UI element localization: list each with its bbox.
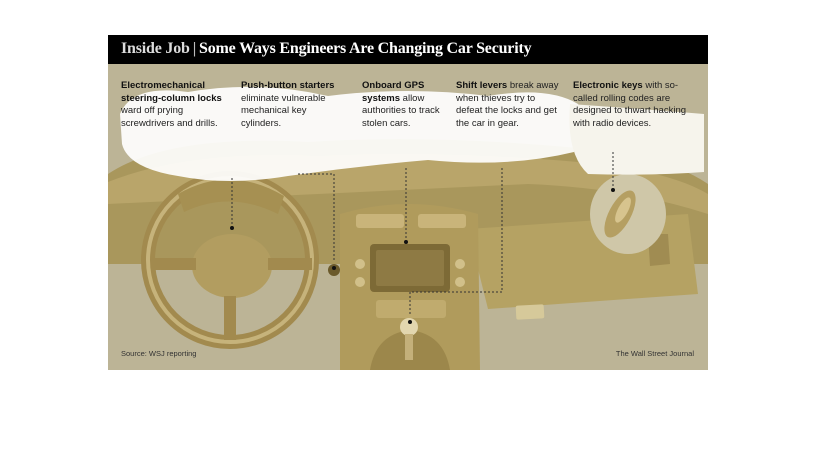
label-electronic-keys-text: with so-called rolling codes are designed to thwart hacking with radio devices. [573,80,687,129]
title-separator: | [192,40,197,57]
pointer-dot [404,240,408,244]
label-gps-bold: Onboard GPS systems [362,80,425,104]
title-text: Some Ways Engineers Are Changing Car Security [199,40,532,57]
infographic [108,35,708,370]
label-push-button [241,80,345,130]
label-push-button-bold: Push-button starters [241,80,335,91]
label-shift-levers [456,80,562,130]
label-steering-lock-text: ward off prying screwdrivers and drills. [121,105,218,129]
label-electronic-keys-bold: Electronic keys [573,80,643,91]
label-electronic-keys [573,80,701,130]
pointer-dot [408,320,412,324]
credit-line: The Wall Street Journal [615,349,694,358]
label-push-button-text: eliminate vulnerable mechanical key cylinders. [241,92,326,129]
label-gps-text: allow authorities to track stolen cars. [362,92,440,129]
title-kicker: Inside Job [121,40,190,57]
label-shift-levers-bold: Shift levers [456,80,508,91]
label-gps [362,80,446,130]
pointer-dot [611,188,615,192]
label-steering-lock-bold: Electromechanical steering-column locks [121,80,222,104]
label-steering-lock [121,80,233,130]
graphic-title [121,40,531,58]
title-bar [108,35,708,64]
label-shift-levers-text: break away when thieves try to defeat the locks and get the car in gear. [456,80,559,129]
pointer-dot [332,266,336,270]
source-note: Source: WSJ reporting [121,349,197,358]
pointer-dot [230,226,234,230]
